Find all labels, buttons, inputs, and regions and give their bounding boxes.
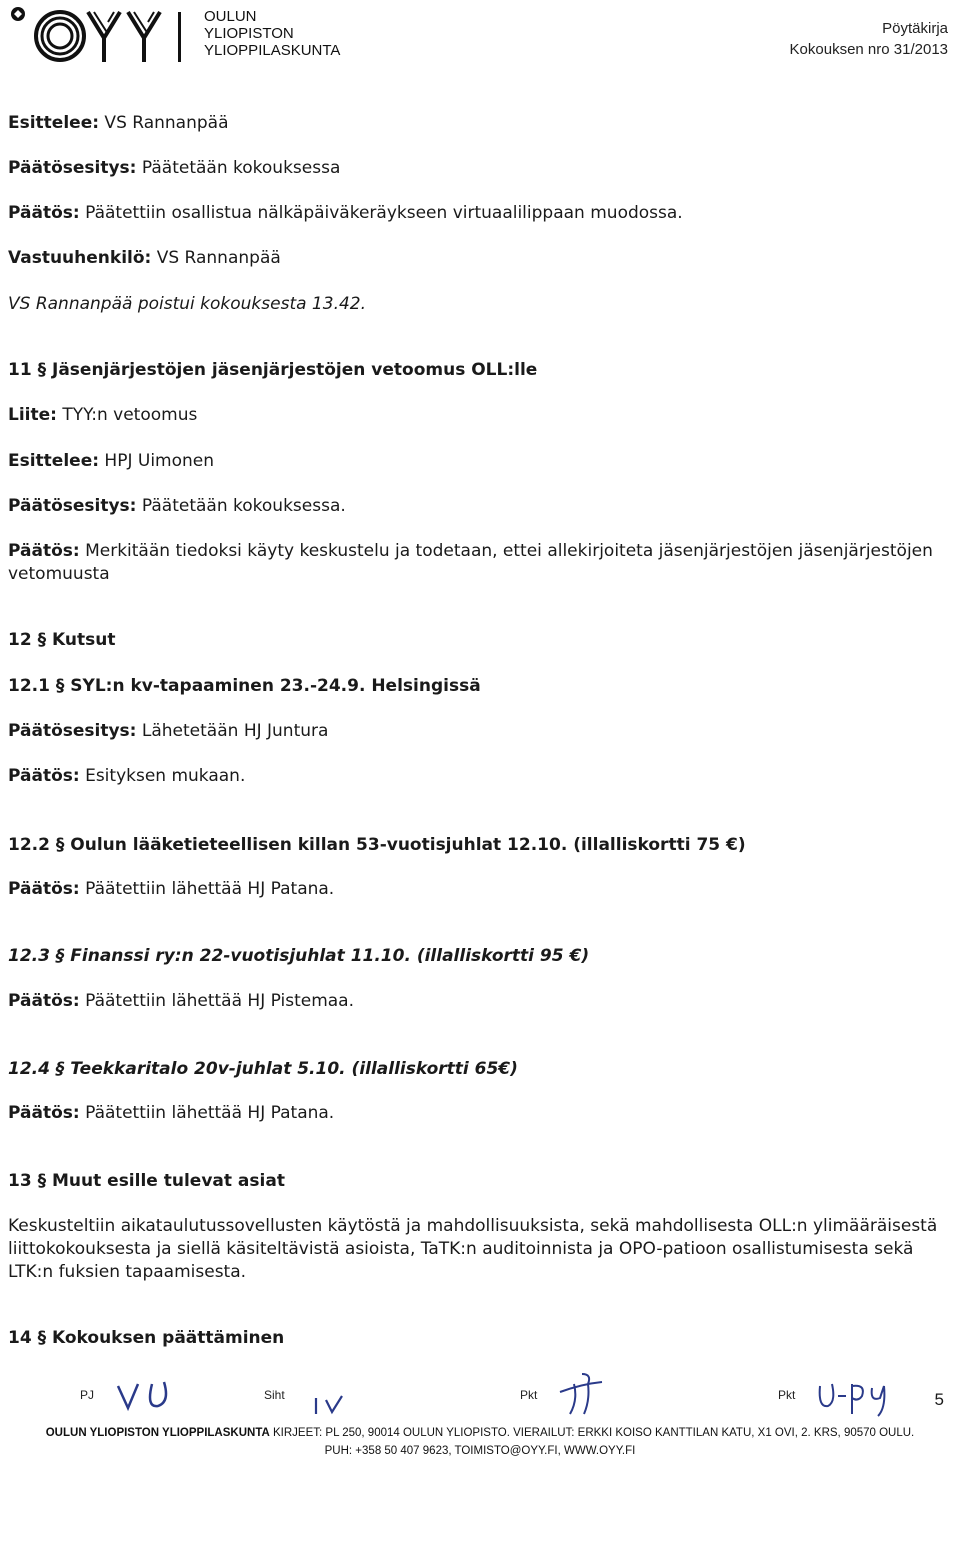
siht-signature [312, 1386, 362, 1420]
line-decision-2: Päätös: Merkitään tiedoksi käyty keskustelu ja todetaan, ettei allekirjoiteta jäsenjärjestöjen jäsenjärjestöjen vetomuusta [8, 541, 933, 584]
line-presenter: Esittelee: VS Rannanpää [8, 113, 229, 133]
meeting-number: Kokouksen nro 31/2013 [789, 41, 948, 58]
footer-org: OULUN YLIOPISTON YLIOPPILASKUNTA [45, 1427, 270, 1439]
section-11-heading: 11 § Jäsenjärjestöjen jäsenjärjestöjen vetoomus OLL:lle [8, 360, 538, 380]
section-13-heading: 13 § Muut esille tulevat asiat [8, 1171, 285, 1191]
line-decision-5: Päätös: Päätettiin lähettää HJ Pistemaa. [8, 991, 355, 1011]
page-footer [0, 1424, 960, 1460]
section-14-heading: 14 § Kokouksen päättäminen [8, 1328, 285, 1348]
line-attachment: Liite: TYY:n vetoomus [8, 405, 198, 425]
line-note: VS Rannanpää poistui kokouksesta 13.42. [8, 294, 367, 314]
section-12-1-heading: 12.1 § SYL:n kv-tapaaminen 23.-24.9. Helsingissä [8, 676, 481, 696]
pkt-label-2: Pkt [778, 1388, 796, 1402]
line-proposal: Päätösesitys: Päätetään kokouksessa [8, 158, 341, 178]
line-decision-4: Päätös: Päätettiin lähettää HJ Patana. [8, 879, 335, 899]
org-line-2: YLIOPISTON [204, 25, 294, 42]
oyy-logo [8, 4, 188, 64]
section-12-3-heading: 12.3 § Finanssi ry:n 22-vuotisjuhlat 11.10. (illalliskortti 95 €) [8, 946, 590, 966]
siht-label: Siht [264, 1388, 285, 1402]
footer-address-line [0, 1424, 960, 1442]
line-decision-3: Päätös: Esityksen mukaan. [8, 766, 246, 786]
pkt-signature-2 [814, 1378, 894, 1420]
line-decision-6: Päätös: Päätettiin lähettää HJ Patana. [8, 1103, 335, 1123]
org-line-3: YLIOPPILASKUNTA [204, 42, 341, 59]
line-presenter-2: Esittelee: HPJ Uimonen [8, 451, 215, 471]
footer-address: KIRJEET: PL 250, 90014 OULUN YLIOPISTO. VIERAILUT: ERKKI KOISO KANTTILAN KATU, X1 OVI, 2. KRS, 90570 OULU. [269, 1427, 915, 1439]
section-13-paragraph: Keskusteltiin aikataulutussovellusten käytöstä ja mahdollisuuksista, sekä mahdollisesta OLL:n ylimääräisestä liittokokouksesta ja siellä käsiteltävistä asioista, TaTK:n auditoinnista ja OPO-patioon osallistumisesta sekä LTK:n fuksien tapaamisesta. [8, 1216, 938, 1282]
pkt-signature-1 [552, 1370, 612, 1418]
pj-label: PJ [80, 1388, 95, 1402]
line-proposal-2: Päätösesitys: Päätetään kokouksessa. [8, 496, 346, 516]
document-meta [790, 18, 948, 60]
pkt-label-1: Pkt [520, 1388, 538, 1402]
signature-row [0, 1378, 960, 1428]
document-type: Pöytäkirja [882, 20, 948, 37]
page-number: 5 [934, 1390, 944, 1409]
section-12-heading: 12 § Kutsut [8, 630, 116, 650]
section-12-2-heading: 12.2 § Oulun lääketieteellisen killan 53-vuotisjuhlat 12.10. (illalliskortti 75 €) [8, 835, 746, 855]
organization-name [204, 8, 340, 59]
pj-signature [112, 1378, 182, 1412]
org-line-1: OULUN [204, 8, 257, 25]
footer-contact: PUH: +358 50 407 9623, TOIMISTO@OYY.FI, WWW.OYY.FI [324, 1445, 636, 1457]
line-responsible: Vastuuhenkilö: VS Rannanpää [8, 248, 281, 268]
line-proposal-3: Päätösesitys: Lähetetään HJ Juntura [8, 721, 329, 741]
section-12-4-heading: 12.4 § Teekkaritalo 20v-juhlat 5.10. (illalliskortti 65€) [8, 1059, 518, 1079]
page-header [0, 0, 960, 80]
line-decision: Päätös: Päätettiin osallistua nälkäpäiväkeräykseen virtuaalilippaan muodossa. [8, 203, 683, 223]
